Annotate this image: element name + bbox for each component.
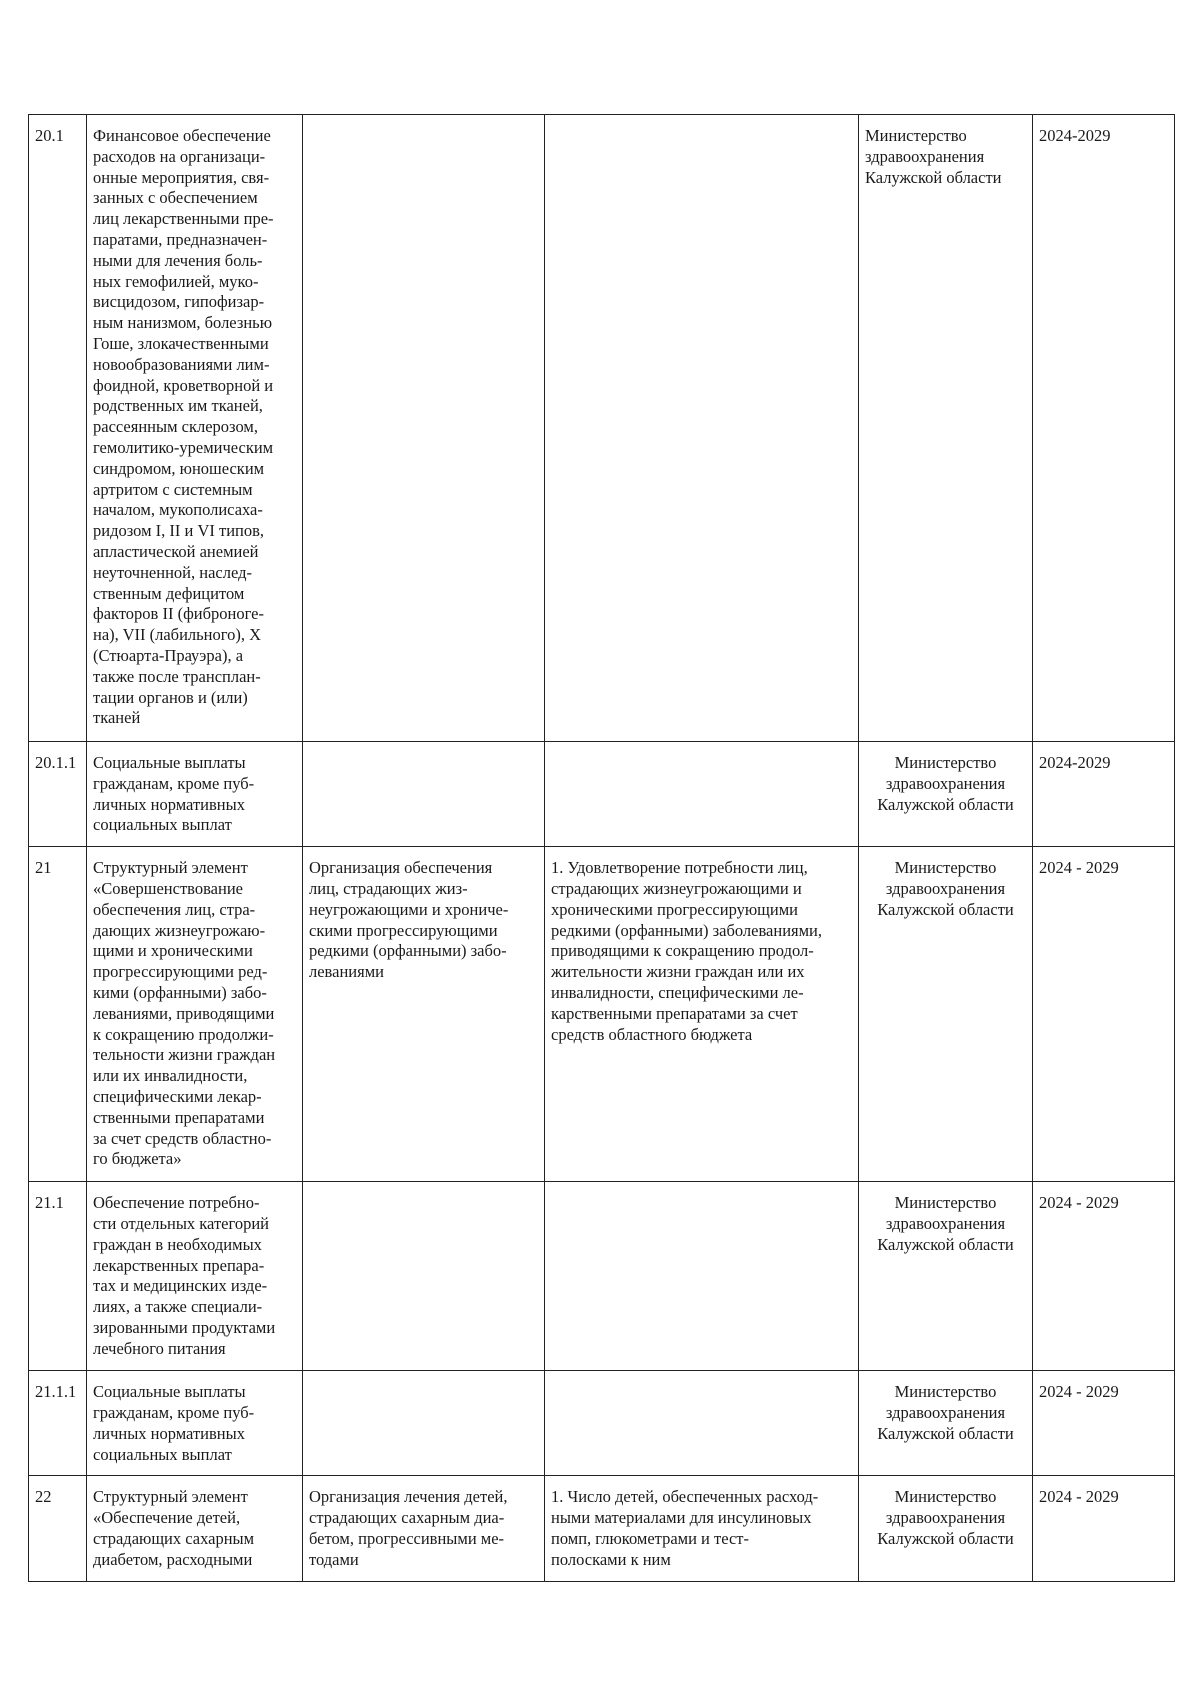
row-number: 20.1.1 — [29, 742, 87, 847]
row-number: 22 — [29, 1476, 87, 1582]
expected-result: 1. Удовлетворение потребности лиц, страдающих жизнеугрожающими и хроническими прогрессирующими редкими (орфанными) заболеваниями, приводящими к сокращению продол- жительности жизни граждан или их инвалидности, специфическими ле- карственными препаратами за счет средств областного бюджета — [545, 847, 859, 1182]
activity-name: Обеспечение потребно- сти отдельных категорий граждан в необходимых лекарственных препара- тах и медицинских изде- лиях, а также специали- зированными продуктами лечебного питания — [87, 1182, 303, 1371]
implementation-period: 2024 - 2029 — [1033, 1182, 1175, 1371]
row-number: 21.1.1 — [29, 1371, 87, 1476]
task-description — [303, 1182, 545, 1371]
activity-name: Структурный элемент «Совершенствование обеспечения лиц, стра- дающих жизнеугрожаю- щими и хроническими прогрессирующими ред- кими (орфанными) забо- леваниями, приводящими к сокращению продолжи- тельности жизни граждан или их инвалидности, специфическими лекар- ственными препаратами за счет средств областно- го бюджета» — [87, 847, 303, 1182]
row-number: 21 — [29, 847, 87, 1182]
activity-name: Финансовое обеспечение расходов на организаци- онные мероприятия, свя- занных с обеспечением лиц лекарственными пре- паратами, предназначен- ными для лечения боль- ных гемофилией, муко- висцидозом, гипофизар- ным нанизмом, болезнью Гоше, злокачественными новообразованиями лим- фоидной, кроветворной и родственных им тканей, рассеянным склерозом, гемолитико-уремическим синдромом, юношеским артритом с системным началом, мукополисаха- ридозом I, II и VI типов, апластической анемией неуточненной, наслед- ственным дефицитом факторов II (фиброноге- на), VII (лабильного), X (Стюарта-Прауэра), а также после трансплан- тации органов и (или) тканей — [87, 115, 303, 742]
expected-result — [545, 115, 859, 742]
row-number: 21.1 — [29, 1182, 87, 1371]
task-description: Организация лечения детей, страдающих сахарным диа- бетом, прогрессивными ме- тодами — [303, 1476, 545, 1582]
table-row — [29, 1476, 1175, 1582]
table-row — [29, 1182, 1175, 1371]
responsible-executor: Министерство здравоохранения Калужской области — [859, 115, 1033, 742]
activity-name: Структурный элемент «Обеспечение детей, страдающих сахарным диабетом, расходными — [87, 1476, 303, 1582]
task-description — [303, 1371, 545, 1476]
implementation-period: 2024 - 2029 — [1033, 1371, 1175, 1476]
expected-result: 1. Число детей, обеспеченных расход- ными материалами для инсулиновых помп, глюкометрами и тест- полосками к ним — [545, 1476, 859, 1582]
task-description: Организация обеспечения лиц, страдающих жиз- неугрожающими и хрониче- скими прогрессирующими редкими (орфанными) забо- леваниями — [303, 847, 545, 1182]
activity-name: Социальные выплаты гражданам, кроме пуб- личных нормативных социальных выплат — [87, 1371, 303, 1476]
implementation-period: 2024-2029 — [1033, 115, 1175, 742]
implementation-period: 2024-2029 — [1033, 742, 1175, 847]
expected-result — [545, 1371, 859, 1476]
task-description — [303, 115, 545, 742]
expected-result — [545, 1182, 859, 1371]
table-row — [29, 1371, 1175, 1476]
table-row — [29, 742, 1175, 847]
implementation-period: 2024 - 2029 — [1033, 847, 1175, 1182]
expected-result — [545, 742, 859, 847]
responsible-executor: Министерство здравоохранения Калужской области — [859, 847, 1033, 1182]
responsible-executor: Министерство здравоохранения Калужской области — [859, 1371, 1033, 1476]
implementation-period: 2024 - 2029 — [1033, 1476, 1175, 1582]
responsible-executor: Министерство здравоохранения Калужской области — [859, 1476, 1033, 1582]
activity-name: Социальные выплаты гражданам, кроме пуб- личных нормативных социальных выплат — [87, 742, 303, 847]
responsible-executor: Министерство здравоохранения Калужской области — [859, 742, 1033, 847]
program-table — [28, 114, 1175, 1582]
responsible-executor: Министерство здравоохранения Калужской области — [859, 1182, 1033, 1371]
table-row — [29, 847, 1175, 1182]
table-row — [29, 115, 1175, 742]
row-number: 20.1 — [29, 115, 87, 742]
task-description — [303, 742, 545, 847]
